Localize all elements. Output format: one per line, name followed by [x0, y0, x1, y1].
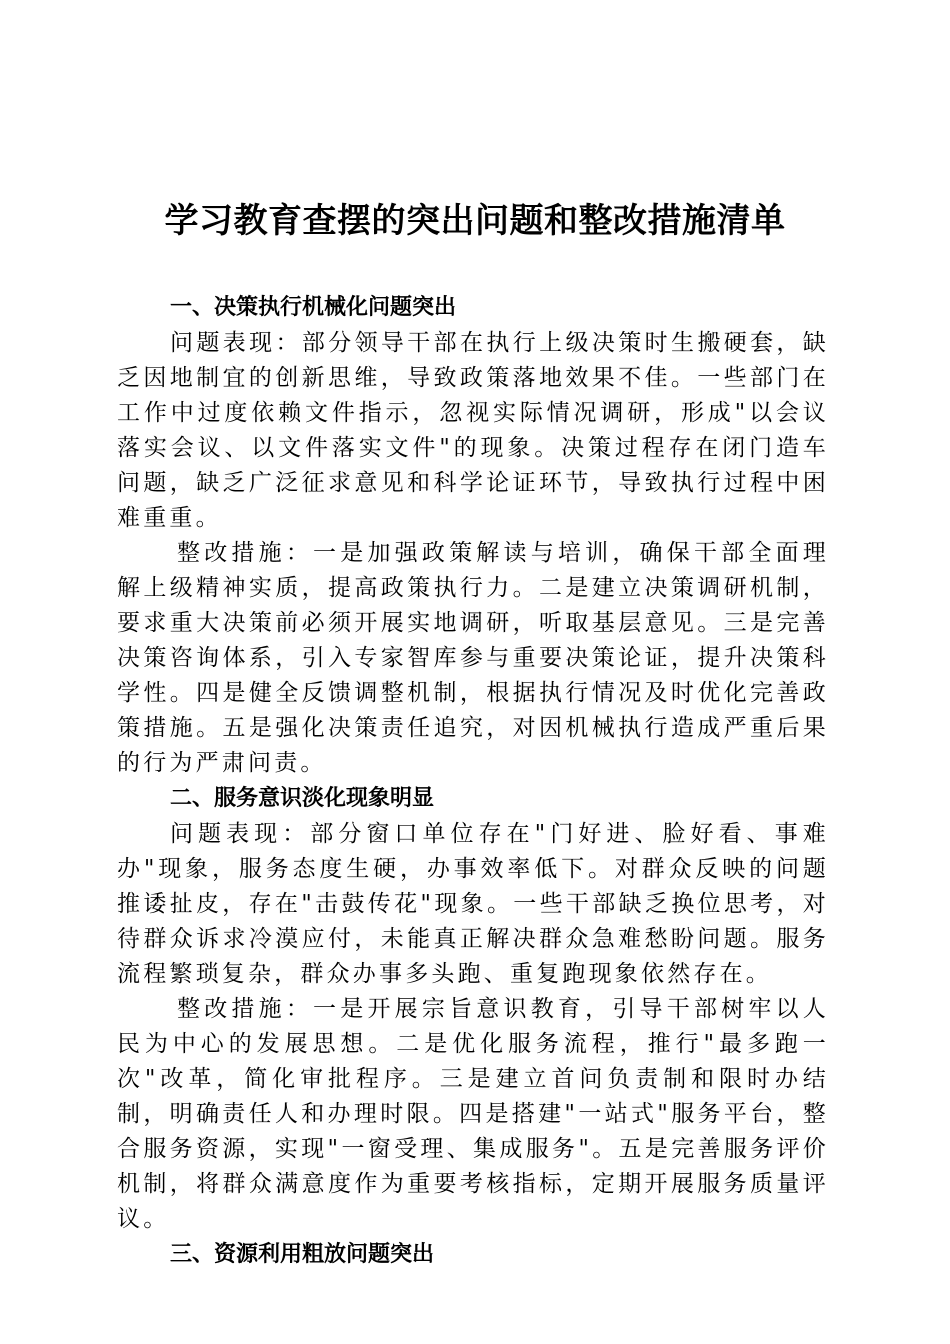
measures-paragraph: 整改措施：一是加强政策解读与培训，确保干部全面理解上级精神实质，提高政策执行力。二是建立决策调研机制，要求重大决策前必须开展实地调研，听取基层意见。三是完善决策咨询体系，引入专家智库参与重要决策论证，提升决策科学性。四是健全反馈调整机制，根据执行情况及时优化完善政策措施。五是强化决策责任追究，对因机械执行造成严重后果的行为严肃问责。 — [117, 540, 829, 776]
problem-paragraph: 问题表现：部分领导干部在执行上级决策时生搬硬套，缺乏因地制宜的创新思维，导致政策落地效果不佳。一些部门在工作中过度依赖文件指示，忽视实际情况调研，形成"以会议落实会议、以文件落实文件"的现象。决策过程存在闭门造车问题，缺乏广泛征求意见和科学论证环节，导致执行过程中困难重重。 — [117, 330, 829, 531]
section-heading: 三、资源利用粗放问题突出 — [170, 1242, 435, 1267]
measures-paragraph: 整改措施：一是开展宗旨意识教育，引导干部树牢以人民为中心的发展思想。二是优化服务流程，推行"最多跑一次"改革，简化审批程序。三是建立首问负责制和限时办结制，明确责任人和办理时限。四是搭建"一站式"服务平台，整合服务资源，实现"一窗受理、集成服务"。五是完善服务评价机制，将群众满意度作为重要考核指标，定期开展服务质量评议。 — [117, 996, 829, 1232]
section-heading: 二、服务意识淡化现象明显 — [170, 786, 435, 811]
problem-paragraph: 问题表现：部分窗口单位存在"门好进、脸好看、事难办"现象，服务态度生硬，办事效率低下。对群众反映的问题推诿扯皮，存在"击鼓传花"现象。一些干部缺乏换位思考，对待群众诉求冷漠应付，未能真正解决群众急难愁盼问题。服务流程繁琐复杂，群众办事多头跑、重复跑现象依然存在。 — [117, 821, 829, 987]
document-body — [117, 290, 829, 1273]
document-title: 学习教育查摆的突出问题和整改措施清单 — [164, 201, 786, 241]
section-heading: 一、决策执行机械化问题突出 — [170, 295, 457, 320]
